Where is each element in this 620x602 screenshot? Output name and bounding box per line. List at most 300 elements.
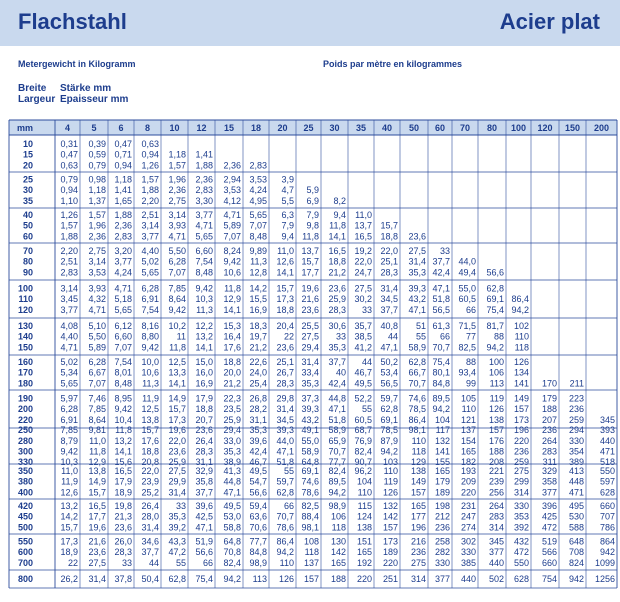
weight-value: 16,9 (195, 378, 213, 389)
weight-value: 6,60 (195, 245, 213, 256)
thickness-header: 150 (564, 123, 581, 133)
weight-value: 5,50 (88, 331, 106, 342)
weight-value: 35,3 (301, 378, 319, 389)
weight-value: 119 (383, 476, 398, 487)
weight-value: 4,71 (168, 231, 186, 242)
weight-value: 129 (410, 457, 426, 468)
weight-value: 30,2 (354, 294, 372, 305)
weight-value: 5,02 (141, 256, 159, 267)
weight-value: 220 (382, 557, 398, 568)
weight-value: 196 (513, 425, 529, 436)
weight-value: 3,30 (195, 195, 213, 206)
weight-value: 0,63 (60, 160, 78, 171)
width-label: 170 (17, 367, 33, 378)
weight-value: 9,42 (223, 256, 241, 267)
weight-value: 61,3 (432, 320, 450, 331)
weight-value: 1099 (594, 557, 615, 568)
weight-value: 16,0 (195, 367, 213, 378)
width-label: 280 (17, 435, 33, 446)
weight-value: 182 (460, 457, 476, 468)
weight-value: 24,0 (249, 367, 267, 378)
weight-value: 77,7 (249, 536, 267, 547)
weight-value: 37,7 (380, 304, 398, 315)
weight-value: 193 (460, 465, 476, 476)
weight-value: 110 (279, 557, 294, 568)
weight-value: 47,1 (408, 304, 426, 315)
weight-value: 299 (513, 476, 529, 487)
weight-value: 11,3 (196, 304, 213, 315)
width-label: 330 (17, 457, 33, 468)
weight-value: 7,85 (88, 404, 106, 415)
width-label: 90 (22, 267, 33, 278)
thickness-header: 6 (118, 123, 124, 133)
weight-value: 2,51 (60, 256, 78, 267)
weight-value: 13,7 (301, 245, 319, 256)
weight-value: 23,6 (168, 446, 186, 457)
weight-value: 2,83 (60, 267, 78, 278)
weight-value: 42,4 (249, 446, 267, 457)
thickness-header: 12 (196, 123, 207, 133)
weight-value: 26,4 (141, 500, 159, 511)
width-label: 10 (22, 138, 33, 149)
weight-value: 22,6 (249, 356, 267, 367)
weight-value: 17,6 (141, 435, 159, 446)
weight-value: 165 (434, 465, 450, 476)
weight-value: 2,51 (141, 209, 159, 220)
weight-value: 68,7 (354, 425, 372, 436)
width-label: 600 (17, 547, 33, 558)
weight-value: 2,36 (195, 174, 213, 185)
weight-value: 5,50 (168, 245, 186, 256)
weight-value: 530 (568, 511, 584, 522)
weight-value: 132 (434, 435, 450, 446)
weight-value: 329 (541, 465, 557, 476)
weight-value: 62,8 (380, 404, 398, 415)
weight-value: 18,8 (380, 231, 398, 242)
weight-value: 59,7 (380, 393, 398, 404)
weight-value: 14,1 (114, 446, 132, 457)
width-label: 20 (22, 160, 33, 171)
weight-value: 17,3 (276, 294, 294, 305)
weight-value: 37,7 (141, 547, 159, 558)
weight-value: 8,48 (249, 231, 267, 242)
weight-value: 118 (411, 446, 426, 457)
weight-value: 94,2 (432, 404, 450, 415)
weight-value: 70,7 (432, 342, 450, 353)
weight-value: 22,0 (141, 465, 159, 476)
weight-value: 155 (434, 457, 450, 468)
width-label: 300 (17, 446, 33, 457)
weight-value: 302 (460, 536, 476, 547)
weight-value: 47,1 (328, 404, 346, 415)
page-title-french: Acier plat (499, 9, 600, 34)
weight-value: 25,9 (168, 457, 186, 468)
width-label: 380 (17, 476, 33, 487)
weight-value: 8,48 (195, 267, 213, 278)
weight-value: 2,20 (141, 195, 159, 206)
weight-value: 104 (434, 414, 450, 425)
thickness-header: 15 (223, 123, 235, 133)
weight-value: 35,3 (168, 511, 186, 522)
weight-value: 29,8 (276, 393, 294, 404)
weight-value: 41,2 (354, 342, 372, 353)
weight-value: 518 (599, 457, 615, 468)
weight-value: 110 (514, 331, 529, 342)
weight-value: 44,8 (328, 393, 346, 404)
weight-value: 115 (357, 500, 372, 511)
weight-value: 32,9 (195, 465, 213, 476)
weight-value: 21,2 (249, 342, 267, 353)
weight-value: 12,5 (141, 404, 159, 415)
weight-value: 137 (460, 425, 476, 436)
weight-value: 264 (488, 500, 504, 511)
weight-value: 3,20 (114, 245, 132, 256)
weight-value: 157 (513, 404, 529, 415)
label-staerke: Stärke mm (60, 83, 112, 94)
weight-value: 2,36 (223, 160, 241, 171)
weight-value: 142 (382, 511, 398, 522)
weight-value: 55 (283, 465, 294, 476)
weight-value: 256 (488, 487, 504, 498)
weight-value: 44 (148, 557, 159, 568)
weight-value: 211 (569, 378, 584, 389)
weight-value: 15,0 (195, 356, 213, 367)
weight-value: 239 (488, 476, 504, 487)
weight-value: 1,10 (60, 195, 78, 206)
weight-value: 43,3 (168, 536, 186, 547)
width-label: 420 (17, 500, 33, 511)
weight-value: 106 (488, 367, 504, 378)
weight-value: 30,6 (328, 320, 346, 331)
weight-value: 15,3 (223, 320, 241, 331)
weight-value: 0,79 (88, 160, 106, 171)
weight-value: 42,5 (195, 511, 213, 522)
weight-value: 4,71 (60, 342, 78, 353)
weight-value: 118 (304, 547, 319, 558)
weight-value: 37,3 (301, 393, 319, 404)
weight-value: 99 (465, 378, 476, 389)
weight-value: 4,24 (114, 267, 132, 278)
weight-value: 19,6 (88, 522, 106, 533)
weight-value: 55,0 (458, 283, 476, 294)
label-largeur: Largeur (18, 94, 56, 105)
weight-value: 23,5 (223, 404, 241, 415)
weight-value: 27,5 (88, 557, 106, 568)
weight-value: 121 (460, 414, 476, 425)
weight-value: 19,6 (168, 425, 186, 436)
subtitle-german: Metergewicht in Kilogramm (18, 59, 136, 69)
weight-value: 3,53 (249, 174, 267, 185)
weight-value: 35,7 (354, 320, 372, 331)
weight-value: 12,2 (195, 320, 213, 331)
weight-value: 4,40 (60, 331, 78, 342)
weight-value: 56,6 (486, 267, 504, 278)
weight-value: 39,6 (249, 435, 267, 446)
weight-value: 23,6 (114, 522, 132, 533)
weight-value: 43,2 (301, 414, 319, 425)
weight-value: 13,2 (195, 331, 213, 342)
thickness-header: 40 (381, 123, 393, 133)
weight-value: 314 (488, 522, 504, 533)
weight-value: 358 (541, 476, 557, 487)
weight-value: 149 (513, 393, 529, 404)
weight-value: 4,71 (223, 209, 241, 220)
weight-value: 1,57 (60, 220, 78, 231)
weight-value: 754 (541, 574, 557, 585)
weight-value: 75,4 (432, 356, 450, 367)
weight-value: 13,2 (114, 435, 132, 446)
weight-value: 157 (303, 574, 319, 585)
weight-value: 6,12 (114, 320, 132, 331)
weight-value: 104 (356, 476, 372, 487)
weight-value: 22,0 (354, 256, 372, 267)
weight-value: 18,8 (276, 304, 294, 315)
weight-value: 5,10 (88, 320, 106, 331)
weight-value: 259 (568, 414, 584, 425)
weight-value: 0,94 (141, 149, 159, 160)
weight-value: 5,65 (114, 304, 132, 315)
page-title-german: Flachstahl (18, 9, 127, 34)
weight-value: 157 (382, 522, 398, 533)
weight-value: 13,8 (141, 414, 159, 425)
weight-value: 5,65 (60, 378, 78, 389)
weight-value: 13,7 (354, 220, 372, 231)
width-label: 120 (17, 304, 33, 315)
weight-value: 17,9 (195, 393, 213, 404)
weight-value: 3,93 (88, 283, 106, 294)
weight-value: 432 (513, 536, 529, 547)
weight-value: 70,8 (223, 547, 241, 558)
weight-value: 7,85 (60, 425, 78, 436)
weight-value: 38,5 (354, 331, 372, 342)
weight-value: 0,94 (114, 160, 132, 171)
weight-value: 3,14 (168, 209, 186, 220)
weight-value: 275 (513, 465, 529, 476)
weight-value: 47,1 (432, 283, 450, 294)
weight-value: 20,7 (195, 414, 213, 425)
weight-value: 314 (513, 487, 529, 498)
weight-value: 51,8 (276, 457, 294, 468)
weight-value: 1,88 (141, 185, 159, 196)
weight-value: 377 (488, 547, 504, 558)
weight-value: 126 (488, 404, 504, 415)
weight-value: 345 (599, 414, 615, 425)
weight-value: 13,8 (88, 465, 106, 476)
label-epaisseur: Epaisseur mm (60, 94, 129, 105)
weight-value: 377 (541, 487, 557, 498)
weight-value: 6,60 (114, 331, 132, 342)
weight-value: 33 (439, 245, 450, 256)
weight-value: 15,5 (249, 294, 267, 305)
weight-value: 29,9 (168, 476, 186, 487)
weight-value: 78,6 (301, 487, 319, 498)
weight-value: 26,0 (114, 536, 132, 547)
weight-value: 35,3 (249, 425, 267, 436)
weight-value: 0,59 (88, 149, 106, 160)
weight-value: 2,75 (88, 245, 106, 256)
weight-value: 96,2 (354, 465, 372, 476)
width-label: 200 (17, 404, 33, 415)
weight-value: 165 (330, 557, 346, 568)
weight-value: 124 (356, 511, 372, 522)
weight-value: 1256 (594, 574, 615, 585)
weight-value: 63,6 (249, 511, 267, 522)
weight-value: 4,12 (223, 195, 241, 206)
weight-value: 37,7 (195, 487, 213, 498)
weight-value: 425 (541, 511, 557, 522)
weight-value: 7,07 (168, 267, 186, 278)
weight-value: 165 (356, 547, 372, 558)
thickness-header: 200 (593, 123, 610, 133)
weight-value: 40 (335, 367, 346, 378)
weight-value: 264 (541, 435, 557, 446)
weight-value: 84,8 (249, 547, 267, 558)
weight-value: 89,5 (432, 393, 450, 404)
weight-value: 75,4 (486, 304, 504, 315)
weight-value: 29,4 (223, 425, 241, 436)
weight-value: 134 (513, 367, 529, 378)
weight-value: 8,01 (114, 367, 132, 378)
weight-value: 66 (283, 500, 294, 511)
weight-value: 88 (465, 356, 476, 367)
weight-value: 251 (382, 574, 398, 585)
weight-value: 2,94 (223, 174, 241, 185)
weight-value: 1,88 (114, 209, 132, 220)
weight-value: 11,8 (115, 425, 132, 436)
weight-value: 10,3 (195, 294, 213, 305)
weight-value: 70,7 (408, 378, 426, 389)
weight-value: 26,4 (195, 435, 213, 446)
weight-value: 11,3 (142, 378, 159, 389)
weight-value: 86,4 (276, 536, 294, 547)
weight-value: 33 (175, 500, 186, 511)
weight-value: 55 (361, 404, 372, 415)
weight-value: 864 (599, 536, 615, 547)
weight-value: 23,9 (141, 476, 159, 487)
width-label: 40 (22, 209, 33, 220)
weight-value: 1,41 (114, 185, 132, 196)
weight-value: 2,20 (60, 245, 78, 256)
weight-value: 55 (175, 557, 186, 568)
weight-value: 550 (513, 557, 529, 568)
weight-value: 7,9 (306, 209, 319, 220)
weight-value: 223 (568, 393, 584, 404)
weight-value: 81,7 (486, 320, 504, 331)
weight-value: 77 (465, 331, 476, 342)
weight-value: 440 (460, 574, 476, 585)
weight-value: 2,83 (249, 160, 267, 171)
weight-value: 138 (356, 522, 372, 533)
weight-value: 62,8 (276, 487, 294, 498)
weight-value: 19,7 (249, 331, 267, 342)
weight-value: 40,8 (380, 320, 398, 331)
weight-value: 56,6 (195, 547, 213, 558)
weight-value: 471 (568, 487, 584, 498)
weight-value: 58,8 (223, 522, 241, 533)
weight-value: 98,1 (408, 425, 426, 436)
weight-value: 14,1 (168, 378, 186, 389)
weight-value: 3,14 (88, 256, 106, 267)
weight-value: 8,79 (60, 435, 78, 446)
weight-value: 22,0 (168, 435, 186, 446)
weight-value: 94,2 (223, 574, 241, 585)
weight-value: 440 (488, 557, 504, 568)
subtitle-french: Poids par mètre en kilogrammes (323, 59, 463, 69)
weight-value: 0,63 (141, 138, 159, 149)
weight-value: 385 (460, 557, 476, 568)
weight-value: 628 (513, 574, 529, 585)
weight-value: 4,71 (114, 283, 132, 294)
weight-value: 110 (357, 487, 372, 498)
weight-value: 1,96 (168, 174, 186, 185)
weight-value: 3,93 (168, 220, 186, 231)
weight-value: 39,3 (276, 425, 294, 436)
weight-value: 5,89 (223, 220, 241, 231)
weight-value: 6,91 (141, 294, 159, 305)
weight-value: 179 (541, 393, 557, 404)
weight-value: 1,41 (195, 149, 213, 160)
weight-value: 74,6 (301, 476, 319, 487)
weight-value: 20,0 (223, 367, 241, 378)
weight-value: 9,42 (195, 283, 213, 294)
weight-value: 117 (435, 425, 450, 436)
weight-value: 12,8 (249, 267, 267, 278)
weight-value: 170 (541, 378, 557, 389)
weight-value: 14,1 (328, 231, 346, 242)
weight-value: 62,8 (408, 356, 426, 367)
weight-value: 2,83 (195, 185, 213, 196)
weight-value: 413 (568, 465, 584, 476)
weight-value: 236 (513, 446, 529, 457)
weight-value: 25,9 (223, 414, 241, 425)
weight-value: 9,8 (306, 220, 319, 231)
weight-value: 17,9 (114, 476, 132, 487)
weight-value: 113 (489, 378, 504, 389)
weight-value: 28,2 (249, 404, 267, 415)
weight-value: 550 (599, 465, 615, 476)
weight-value: 236 (410, 547, 426, 558)
weight-value: 14,1 (223, 304, 241, 315)
weight-value: 51,9 (195, 536, 213, 547)
weight-value: 173 (382, 536, 398, 547)
weight-value: 93,4 (458, 367, 476, 378)
weight-value: 28,3 (114, 547, 132, 558)
weight-value: 8,64 (88, 414, 106, 425)
weight-value: 31,4 (88, 574, 106, 585)
weight-value: 220 (356, 574, 372, 585)
weight-value: 44,0 (276, 435, 294, 446)
weight-value: 74,6 (408, 393, 426, 404)
weight-value: 393 (599, 425, 615, 436)
thickness-header: 60 (434, 123, 446, 133)
weight-value: 9,4 (333, 209, 346, 220)
weight-value: 100 (488, 356, 504, 367)
weight-value: 0,79 (60, 174, 78, 185)
weight-value: 274 (460, 522, 476, 533)
weight-value: 82,5 (458, 342, 476, 353)
weight-value: 35,8 (195, 476, 213, 487)
weight-value: 138 (410, 465, 426, 476)
weight-value: 82,4 (354, 446, 372, 457)
weight-value: 56,5 (380, 378, 398, 389)
weight-value: 4,24 (249, 185, 267, 196)
weight-value: 105 (460, 393, 476, 404)
weight-value: 80,1 (432, 367, 450, 378)
weight-value: 173 (513, 414, 529, 425)
weight-value: 2,75 (168, 195, 186, 206)
weight-value: 5,34 (60, 367, 78, 378)
weight-value: 396 (541, 500, 557, 511)
